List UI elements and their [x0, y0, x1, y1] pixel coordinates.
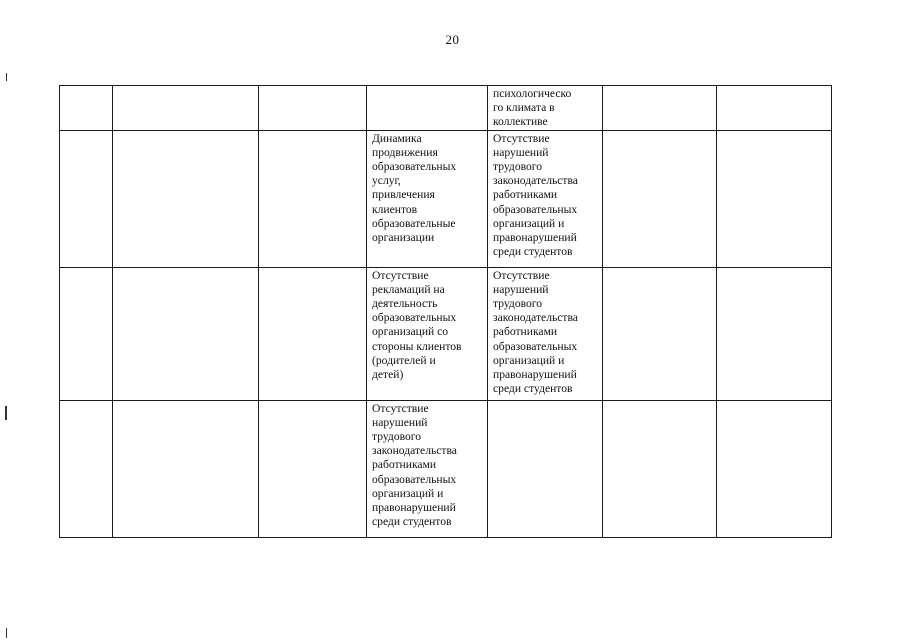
table-cell — [113, 400, 259, 537]
table-cell — [603, 130, 717, 267]
table-cell — [259, 400, 367, 537]
table-cell — [113, 86, 259, 131]
table-cell — [60, 130, 113, 267]
cell-text: Отсутствие нарушений трудового законодательства работниками образовательных организаций и правонарушений среди студентов — [493, 268, 578, 396]
table-cell — [259, 130, 367, 267]
table-cell — [60, 400, 113, 537]
table-cell — [717, 400, 832, 537]
table-cell — [488, 400, 603, 537]
table-row — [60, 267, 832, 400]
table-row — [60, 86, 832, 131]
document-table — [59, 85, 832, 538]
table-row — [60, 400, 832, 537]
cell-text: Отсутствие рекламаций на деятельность образовательных организаций со стороны клиентов (родителей и детей) — [372, 268, 462, 382]
table-cell — [603, 267, 717, 400]
table-cell — [603, 86, 717, 131]
cell-text: Динамика продвижения образовательных услуг, привлечения клиентов образовательные организации — [372, 131, 457, 245]
table-row — [60, 130, 832, 267]
table-cell — [113, 130, 259, 267]
table-cell — [113, 267, 259, 400]
page-number: 20 — [445, 32, 460, 47]
table-cell — [259, 267, 367, 400]
table-cell — [488, 130, 603, 267]
cell-text: психологическо го климата в коллективе — [493, 87, 572, 129]
table-cell — [717, 130, 832, 267]
table-cell — [488, 86, 603, 131]
table-cell — [717, 86, 832, 131]
table-cell — [603, 400, 717, 537]
cell-text: Отсутствие нарушений трудового законодательства работниками образовательных организаций и правонарушений среди студентов — [493, 131, 578, 259]
scan-artifact-top — [6, 73, 7, 81]
scan-artifact-bottom — [6, 628, 7, 638]
table-cell — [367, 86, 488, 131]
table-cell — [60, 267, 113, 400]
table-cell — [60, 86, 113, 131]
cell-text: Отсутствие нарушений трудового законодательства работниками образовательных организаций и правонарушений среди студентов — [372, 401, 457, 529]
table-cell — [367, 400, 488, 537]
table-cell — [259, 86, 367, 131]
scan-artifact-middle — [5, 406, 7, 420]
table-cell — [488, 267, 603, 400]
table-cell — [367, 267, 488, 400]
table-cell — [367, 130, 488, 267]
table-cell — [717, 267, 832, 400]
